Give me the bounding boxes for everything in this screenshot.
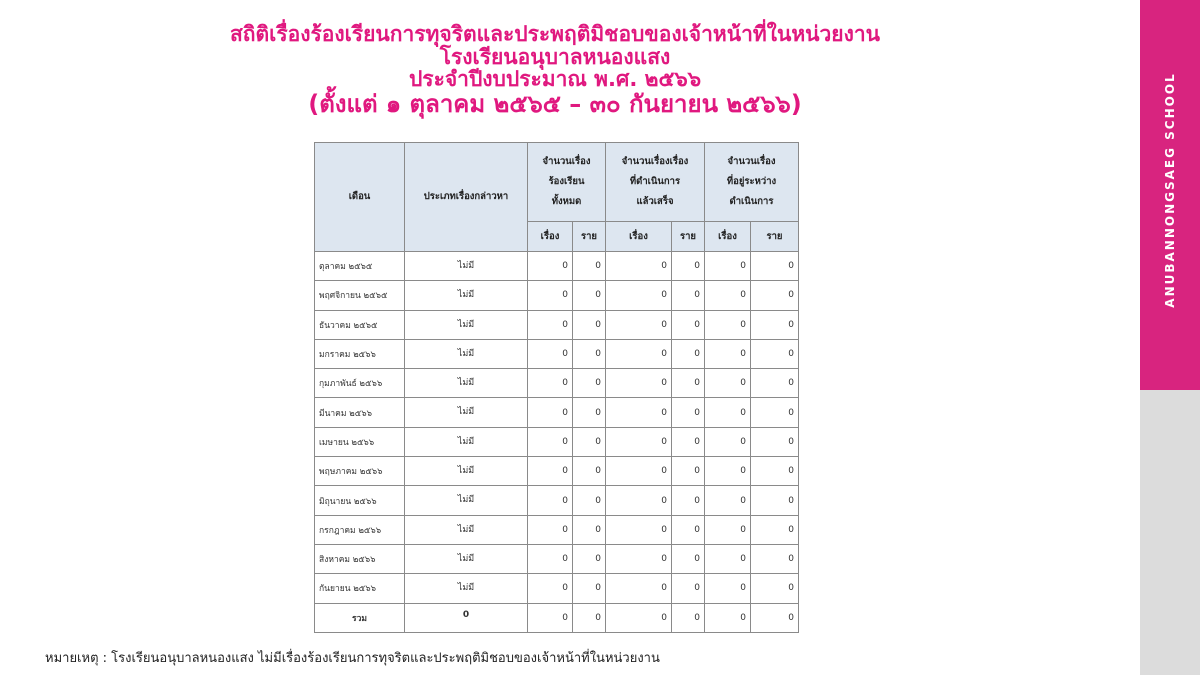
total-value-cell: 0: [751, 603, 799, 632]
value-cell: 0: [672, 574, 705, 603]
subheader-story: เรื่อง: [528, 222, 573, 252]
value-cell: 0: [672, 515, 705, 544]
total-value-cell: 0: [606, 603, 672, 632]
total-value-cell: 0: [573, 603, 606, 632]
type-cell: ไม่มี: [405, 486, 528, 515]
value-cell: 0: [606, 339, 672, 368]
month-cell: กุมภาพันธ์ ๒๕๖๖: [315, 369, 405, 398]
total-row: [315, 603, 799, 632]
value-cell: 0: [705, 281, 751, 310]
month-cell: ตุลาคม ๒๕๖๕: [315, 252, 405, 281]
month-cell: เมษายน ๒๕๖๖: [315, 427, 405, 456]
subheader-count: ราย: [573, 222, 606, 252]
value-cell: 0: [528, 252, 573, 281]
table-row: [315, 574, 799, 603]
type-cell: ไม่มี: [405, 427, 528, 456]
value-cell: 0: [606, 310, 672, 339]
total-type-cell: 0: [405, 603, 528, 632]
value-cell: 0: [705, 310, 751, 339]
value-cell: 0: [751, 427, 799, 456]
month-cell: มีนาคม ๒๕๖๖: [315, 398, 405, 427]
total-value-cell: 0: [528, 603, 573, 632]
table-row: [315, 544, 799, 573]
table-row: [315, 369, 799, 398]
table-row: [315, 310, 799, 339]
value-cell: 0: [705, 369, 751, 398]
title-line-2: โรงเรียนอนุบาลหนองแสง: [439, 45, 671, 69]
subheader-count: ราย: [751, 222, 799, 252]
value-cell: 0: [672, 252, 705, 281]
subheader-count: ราย: [672, 222, 705, 252]
type-cell: ไม่มี: [405, 281, 528, 310]
value-cell: 0: [606, 457, 672, 486]
value-cell: 0: [705, 486, 751, 515]
value-cell: 0: [751, 486, 799, 515]
title-line-3: ประจำปีงบประมาณ พ.ศ. ๒๕๖๖: [408, 67, 702, 91]
type-cell: ไม่มี: [405, 339, 528, 368]
value-cell: 0: [528, 457, 573, 486]
value-cell: 0: [672, 544, 705, 573]
header-done-line2: ที่ดำเนินการ: [629, 176, 681, 187]
value-cell: 0: [528, 310, 573, 339]
header-month: เดือน: [315, 143, 405, 252]
value-cell: 0: [751, 544, 799, 573]
month-cell: ธันวาคม ๒๕๖๕: [315, 310, 405, 339]
value-cell: 0: [606, 427, 672, 456]
month-cell: สิงหาคม ๒๕๖๖: [315, 544, 405, 573]
value-cell: 0: [672, 310, 705, 339]
table-row: [315, 281, 799, 310]
value-cell: 0: [606, 515, 672, 544]
type-cell: ไม่มี: [405, 252, 528, 281]
value-cell: 0: [705, 544, 751, 573]
sidebar-school-label: ANUBANNONGSAEG SCHOOL: [1163, 72, 1177, 308]
value-cell: 0: [672, 339, 705, 368]
value-cell: 0: [573, 427, 606, 456]
value-cell: 0: [528, 574, 573, 603]
value-cell: 0: [751, 281, 799, 310]
value-cell: 0: [573, 281, 606, 310]
value-cell: 0: [606, 486, 672, 515]
value-cell: 0: [528, 515, 573, 544]
table-row: [315, 398, 799, 427]
value-cell: 0: [606, 398, 672, 427]
value-cell: 0: [672, 398, 705, 427]
type-cell: ไม่มี: [405, 310, 528, 339]
value-cell: 0: [705, 252, 751, 281]
header-total-line3: ทั้งหมด: [551, 196, 582, 207]
table-row: [315, 427, 799, 456]
value-cell: 0: [573, 515, 606, 544]
value-cell: 0: [705, 457, 751, 486]
value-cell: 0: [573, 486, 606, 515]
value-cell: 0: [705, 427, 751, 456]
subheader-story: เรื่อง: [705, 222, 751, 252]
month-cell: กรกฎาคม ๒๕๖๖: [315, 515, 405, 544]
value-cell: 0: [573, 369, 606, 398]
value-cell: 0: [528, 398, 573, 427]
value-cell: 0: [573, 339, 606, 368]
table-row: [315, 515, 799, 544]
value-cell: 0: [705, 574, 751, 603]
value-cell: 0: [751, 339, 799, 368]
page-title: [150, 22, 960, 118]
footnote: หมายเหตุ : โรงเรียนอนุบาลหนองแสง ไม่มีเรื่องร้องเรียนการทุจริตและประพฤติมิชอบของเจ้าหน้าที่ในหน่วยงาน: [45, 651, 660, 666]
header-total: [528, 143, 606, 222]
value-cell: 0: [751, 252, 799, 281]
value-cell: 0: [751, 398, 799, 427]
value-cell: 0: [672, 486, 705, 515]
value-cell: 0: [751, 574, 799, 603]
table-row: [315, 252, 799, 281]
value-cell: 0: [573, 574, 606, 603]
value-cell: 0: [751, 457, 799, 486]
complaint-statistics-table: [314, 142, 799, 633]
value-cell: 0: [606, 544, 672, 573]
value-cell: 0: [672, 369, 705, 398]
table-row: [315, 339, 799, 368]
type-cell: ไม่มี: [405, 574, 528, 603]
header-pending-line1: จำนวนเรื่อง: [727, 156, 776, 167]
value-cell: 0: [528, 486, 573, 515]
value-cell: 0: [573, 544, 606, 573]
month-cell: พฤศจิกายน ๒๕๖๕: [315, 281, 405, 310]
value-cell: 0: [528, 369, 573, 398]
header-pending: [705, 143, 799, 222]
type-cell: ไม่มี: [405, 515, 528, 544]
header-done: [606, 143, 705, 222]
total-value-cell: 0: [672, 603, 705, 632]
value-cell: 0: [606, 574, 672, 603]
value-cell: 0: [705, 339, 751, 368]
value-cell: 0: [705, 515, 751, 544]
value-cell: 0: [528, 281, 573, 310]
value-cell: 0: [528, 544, 573, 573]
month-cell: กันยายน ๒๕๖๖: [315, 574, 405, 603]
type-cell: ไม่มี: [405, 369, 528, 398]
header-pending-line3: ดำเนินการ: [729, 196, 774, 207]
value-cell: 0: [573, 457, 606, 486]
value-cell: 0: [751, 515, 799, 544]
total-label: รวม: [315, 603, 405, 632]
sidebar-grey-block: [1140, 390, 1200, 675]
month-cell: พฤษภาคม ๒๕๖๖: [315, 457, 405, 486]
header-total-line2: ร้องเรียน: [548, 176, 585, 187]
header-done-line3: แล้วเสร็จ: [636, 196, 674, 207]
month-cell: มิถุนายน ๒๕๖๖: [315, 486, 405, 515]
value-cell: 0: [528, 339, 573, 368]
table-row: [315, 486, 799, 515]
header-pending-line2: ที่อยู่ระหว่าง: [726, 176, 777, 187]
value-cell: 0: [672, 457, 705, 486]
value-cell: 0: [672, 281, 705, 310]
value-cell: 0: [573, 310, 606, 339]
table-row: [315, 457, 799, 486]
value-cell: 0: [606, 252, 672, 281]
header-total-line1: จำนวนเรื่อง: [542, 156, 591, 167]
value-cell: 0: [606, 281, 672, 310]
value-cell: 0: [573, 398, 606, 427]
title-line-1: สถิติเรื่องร้องเรียนการทุจริตและประพฤติมิชอบของเจ้าหน้าที่ในหน่วยงาน: [229, 22, 881, 46]
value-cell: 0: [751, 369, 799, 398]
header-type: ประเภทเรื่องกล่าวหา: [405, 143, 528, 252]
total-value-cell: 0: [705, 603, 751, 632]
value-cell: 0: [573, 252, 606, 281]
header-done-line1: จำนวนเรื่องเรื่อง: [621, 156, 689, 167]
value-cell: 0: [672, 427, 705, 456]
value-cell: 0: [751, 310, 799, 339]
type-cell: ไม่มี: [405, 398, 528, 427]
table-body: [315, 252, 799, 633]
title-line-4: (ตั้งแต่ ๑ ตุลาคม ๒๕๖๕ – ๓๐ กันยายน ๒๕๖๖): [308, 90, 802, 118]
type-cell: ไม่มี: [405, 544, 528, 573]
month-cell: มกราคม ๒๕๖๖: [315, 339, 405, 368]
value-cell: 0: [705, 398, 751, 427]
subheader-story: เรื่อง: [606, 222, 672, 252]
value-cell: 0: [528, 427, 573, 456]
value-cell: 0: [606, 369, 672, 398]
type-cell: ไม่มี: [405, 457, 528, 486]
